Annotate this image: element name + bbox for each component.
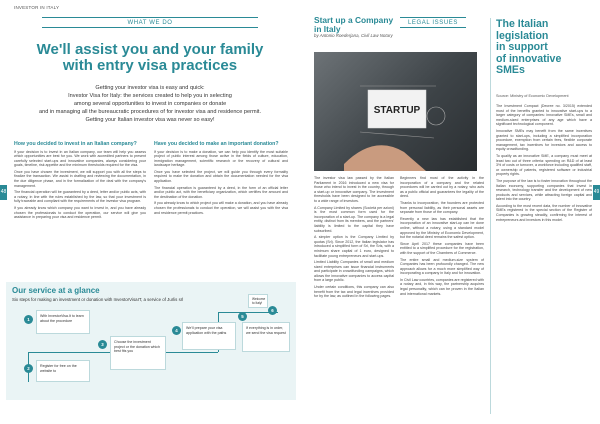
paragraph: The entire small and medium-size system of Companies has been profoundly changed. The new approach allows for a much more simplified way of incorporating a company in Italy and for innovation. xyxy=(400,257,484,276)
service-at-a-glance-box xyxy=(6,282,296,400)
headline-left xyxy=(20,42,280,74)
headline-line-1: We'll assist you and your family xyxy=(36,41,264,58)
headline-right: Start up a Company in Italy xyxy=(314,15,394,34)
page-number-tab-left: 48 xyxy=(0,185,7,200)
step-6: Welcome to Italy! xyxy=(248,294,268,308)
right-page xyxy=(300,0,600,424)
photo-gear-sketch xyxy=(427,107,445,125)
step-4: We'll prepare your visa application with the paths xyxy=(182,322,236,350)
section-label-legal-issues: LEGAL ISSUES xyxy=(400,17,466,28)
article-byline: by Antonio Roederjana, Civil Law Notary xyxy=(314,33,393,38)
photo-hand xyxy=(344,145,426,171)
paragraph: The financial operation will be guaranteed by a deed, letter and/or public acts, with a notary, in line with the rules established by the law, so that your investment is fully traceable and compliant with the requirements of the investor visa program. xyxy=(14,190,146,204)
sidebar-headline-line: legislation xyxy=(496,29,549,42)
paragraph: A simpler option is the Company Limited by quotas (Srl). Since 2012, the Italian legislator has introduced a simplified form of Srl, the Srls, with a minimum share capital of 1 euro, designed to facilitate young entrepreneurs and start-ups. xyxy=(314,235,394,258)
paragraph: Limited Liability Companies of small and medium sized enterprises can issue financial instruments and participate in crowdfunding campaigns, which allows the innovative companies to access capital from a large public. xyxy=(314,260,394,283)
step-number-6: 6 xyxy=(268,306,277,315)
paragraph: The investor visa law passed by the Italian Parliament in 2016 introduced a new visa for those who intend to invest in the country, through a start-up or innovative company. The investment thresholds have been designed to be accessible to a wide range of investors. xyxy=(314,176,394,203)
step-2: Register for free on the website to xyxy=(36,360,90,382)
step-number-1: 1 xyxy=(24,315,33,324)
paragraph: The Investment Compact (Decree no. 3/2015) extended most of the benefits granted to innovative start-ups to a larger category of companies: innovative SMEs, small and medium-sized enterprises of any age which have a significant technological component. xyxy=(496,104,592,127)
sidebar-headline-line: of innovative xyxy=(496,52,562,65)
paragraph: If you already know which company you want to invest in, and you have already chosen the professionals to conduct the operation, our service will give you assistance in preparing your visa and residence permit. xyxy=(14,206,146,220)
question-invest: How you decided to invest in an Italian company? xyxy=(14,141,137,147)
column-invest xyxy=(14,141,146,275)
step-number-2: 2 xyxy=(24,364,33,373)
paragraph: To qualify as an innovative SME, a company must meet at least two out of three criteria: spending on R&D of at least 3% of costs or turnover, a workforce including qualified staff, or ownership of patents, registered software or industrial property rights. xyxy=(496,153,592,177)
sidebar-headline xyxy=(496,19,596,77)
step-number-4: 4 xyxy=(172,326,181,335)
sidebar-column xyxy=(496,104,592,416)
paragraph: Once you have chosen the investment, we will support you with all the steps to finalize the transaction. We assist in drafting and reviewing the documentation, in the due diligence phase, and in the formalization of the deal with the company's management. xyxy=(14,169,146,188)
step-5: If everything is in order, we send the visa request xyxy=(242,322,290,352)
startup-photo xyxy=(314,52,477,171)
sidebar-source: Source: Ministry of Economic Development xyxy=(496,94,569,98)
step-1: With InvestorVisa.It to learn about the procedure xyxy=(36,310,90,334)
paragraph: Recently a new law has established that the incorporation of an innovative start-up can be done online, without a notary, using a standard model approved by the Ministry of Economic Development, but the notarial deed remains the safest option. xyxy=(400,216,484,240)
paragraph: According to the most recent data, the number of innovative SMEs registered in the special section of the Register of Companies is growing steadily, confirming the interest of entrepreneurs and investors in this model. xyxy=(496,203,592,222)
step-number-5: 5 xyxy=(238,312,247,321)
photo-caption: STARTUP xyxy=(373,105,421,116)
sidebar-headline-line: The Italian xyxy=(496,18,549,30)
paragraph: Beginners find most of the activity in the incorporation of a company and the related procedures will be carried out by a notary, who acts as a public official and guarantees the legality of the deed. xyxy=(400,176,484,199)
running-head: INVESTOR IN ITALY xyxy=(14,5,60,10)
column-divider xyxy=(490,18,491,414)
article-column-1 xyxy=(314,176,394,416)
paragraph: The purpose of the law is to foster innovation throughout the Italian economy, supporting companies that invest in research, technology transfer and the development of new products and services, while attracting foreign capital and talent into the country. xyxy=(496,178,592,202)
startup-illustration xyxy=(314,52,477,171)
headline-line-2: with entry visa practices xyxy=(62,57,238,74)
step-3: Choose the investment project or the donation which best fits you xyxy=(110,336,166,370)
step-number-3: 3 xyxy=(98,340,107,349)
lede-line: Investor Visa for Italy: the services created to help you in selecting xyxy=(68,93,232,99)
paragraph: Innovative SMEs may benefit from the same incentives granted to start-ups, including a simplified incorporation procedure, exemption from certain fees, flexible corporate management, tax incentives for investors and access to equity crowdfunding. xyxy=(496,128,592,152)
sidebar-headline-line: SMEs xyxy=(496,64,525,76)
paragraph: If your decision is to make a donation, we can help you identify the most suitable project of public interest among those active in the fields of culture, education, immigration management, scientific research or the recovery of cultural and landscape heritage. xyxy=(154,149,288,168)
lede-line: Getting your investor visa is easy and quick: xyxy=(95,85,205,91)
page-number-tab-right: 49 xyxy=(593,185,600,200)
column-donate xyxy=(154,141,288,275)
glance-title: Our service at a glance xyxy=(12,286,100,295)
lede-line: among several opportunities to invest in companies or donate xyxy=(73,101,227,107)
paragraph: Under certain conditions, this company can also benefit from the tax and legal incentives provided for by the law, as outlined in the following pages. xyxy=(314,285,394,299)
question-donate: Have you decided to make an important donation? xyxy=(154,141,279,147)
article-column-2 xyxy=(400,176,484,416)
paragraph: A Company Limited by shares (Società per azioni) is the most common form used for the incorporation of a start-up. The company is a legal entity, distinct from its members, and the partners' liability is limited to the capital they have subscribed. xyxy=(314,205,394,233)
sidebar-headline-line: in support xyxy=(496,41,548,53)
lede-line: Getting your Italian investor visa was never so easy! xyxy=(85,117,215,123)
glance-subtitle: Six steps for making an investment or donation with InvestorVisaIT, a service of Jurlis srl xyxy=(12,297,184,302)
section-label-what-we-do: WHAT WE DO xyxy=(42,17,258,28)
lede xyxy=(30,84,270,124)
paragraph: Thanks to incorporation, the founders are protected from personal liability, as their personal assets are separate from those of the company. xyxy=(400,200,484,215)
lede-line: and in managing all the bureaucratic procedures of for investor visa and residence permit. xyxy=(38,109,261,115)
paragraph: Once you have selected the project, we will guide you through every formality required to make the donation and obtain the documentation needed for the visa application. xyxy=(154,169,288,184)
paragraph: Since April 2017 these companies have been entitled to a simplified procedure for the registration, with the support of the Chambers of Commerce. xyxy=(400,241,484,255)
paragraph: If you already know to which project you will make a donation, and you have already chosen the professionals to conduct the operation, we will assist you with the visa and residence permit practices. xyxy=(154,201,288,215)
paragraph: The financial operation is guaranteed by a deed, in the form of an official letter and/or public act, with the beneficiary organization, which certifies the amount and the destination of the donation. xyxy=(154,185,288,199)
paragraph: In Civil Law countries, companies are registered with a notary and, in this way, the partnership acquires legal personality, which can be proven in the Italian and international markets. xyxy=(400,277,484,296)
paragraph: If your decision is to invest in an Italian company, our team will help you assess which opportunities are best for you. We work with accredited partners to present carefully selected start-ups and innovative companies, always considering your goals, timeline, risk appetite and the minimum thresholds required for the visa. xyxy=(14,149,146,168)
